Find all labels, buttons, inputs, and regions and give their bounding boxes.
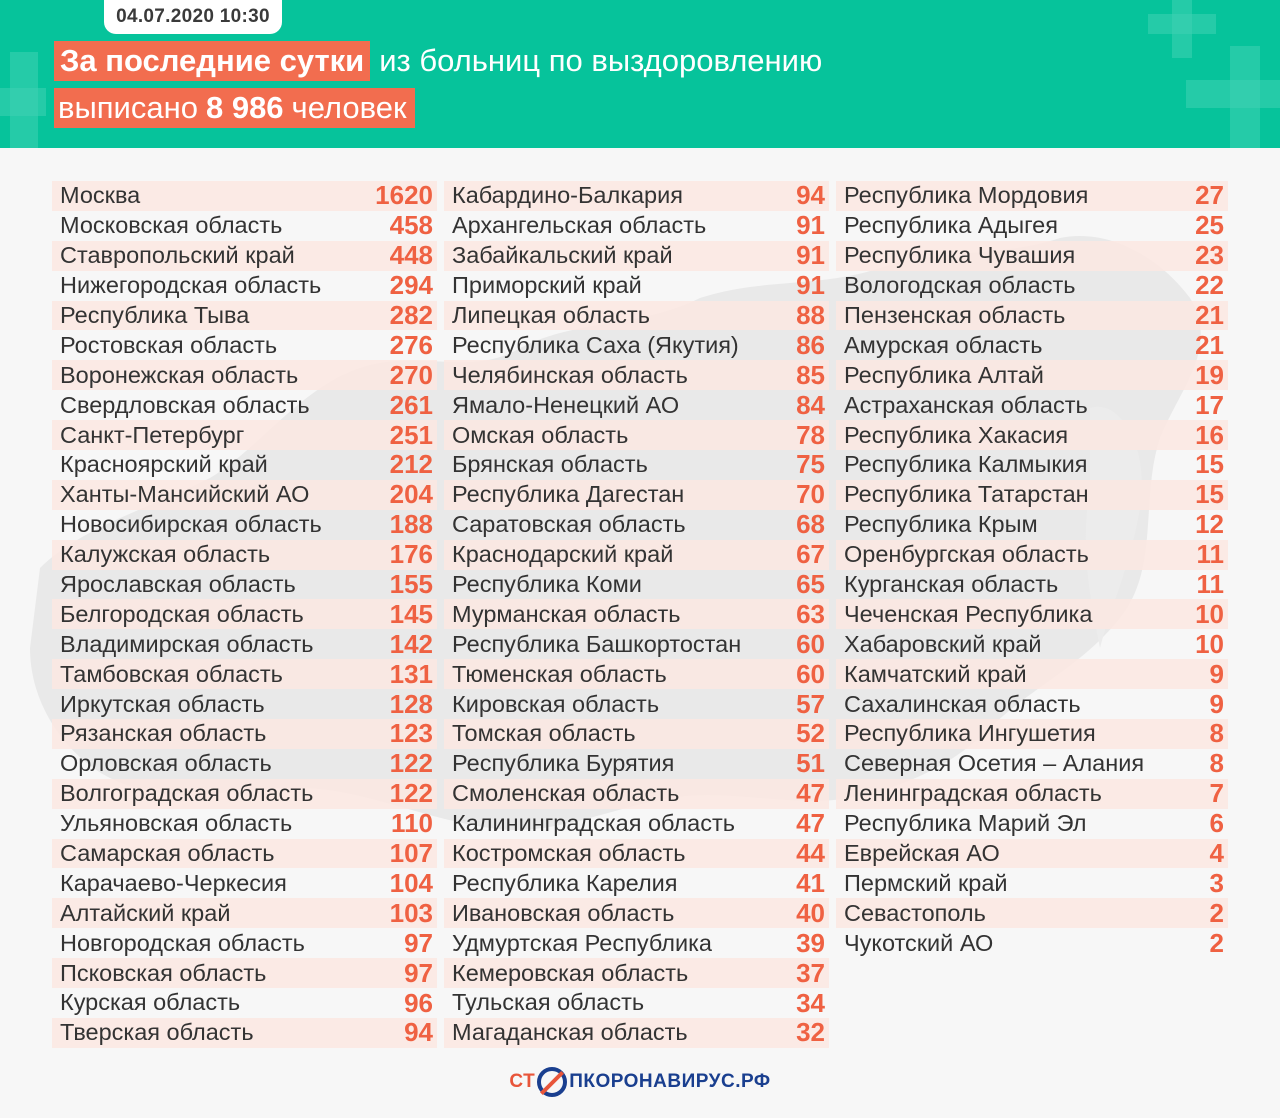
- table-row: [444, 570, 829, 600]
- region-value: 270: [389, 359, 433, 390]
- region-value: 17: [1195, 389, 1224, 420]
- region-value: 8: [1209, 718, 1224, 749]
- region-value: 145: [389, 598, 433, 629]
- region-value: 39: [796, 927, 825, 958]
- table-row: [52, 958, 437, 988]
- table-row: [52, 480, 437, 510]
- table-row: [52, 629, 437, 659]
- region-value: 88: [796, 300, 825, 331]
- region-column-3: [836, 181, 1228, 958]
- table-row: [444, 271, 829, 301]
- region-name: Курганская область: [844, 571, 1059, 598]
- region-name: Республика Мордовия: [844, 182, 1089, 209]
- title-highlight: За последние сутки: [54, 41, 370, 81]
- region-name: Псковская область: [60, 959, 267, 986]
- region-name: Пермский край: [844, 869, 1008, 896]
- table-row: [52, 839, 437, 869]
- region-name: Вологодская область: [844, 272, 1076, 299]
- region-name: Ханты-Мансийский АО: [60, 481, 310, 508]
- region-value: 212: [389, 449, 433, 480]
- region-value: 97: [404, 957, 433, 988]
- region-name: Хабаровский край: [844, 630, 1042, 657]
- title-line-2: [54, 88, 415, 128]
- region-value: 4: [1209, 838, 1224, 869]
- region-value: 57: [796, 688, 825, 719]
- region-value: 122: [389, 748, 433, 779]
- region-value: 176: [389, 539, 433, 570]
- region-value: 10: [1195, 598, 1224, 629]
- table-row: [836, 898, 1228, 928]
- region-value: 131: [389, 658, 433, 689]
- table-row: [52, 360, 437, 390]
- region-value: 276: [389, 329, 433, 360]
- region-name: Северная Осетия – Алания: [844, 750, 1145, 777]
- region-name: Астраханская область: [844, 391, 1088, 418]
- region-value: 84: [796, 389, 825, 420]
- table-row: [836, 211, 1228, 241]
- region-value: 97: [404, 927, 433, 958]
- region-name: Санкт-Петербург: [60, 421, 245, 448]
- region-name: Ставропольский край: [60, 242, 295, 269]
- table-row: [52, 1018, 437, 1048]
- table-row: [836, 480, 1228, 510]
- table-row: [836, 330, 1228, 360]
- region-value: 44: [796, 838, 825, 869]
- footer-logo: [0, 1064, 1280, 1100]
- table-row: [836, 420, 1228, 450]
- region-name: Липецкая область: [452, 302, 650, 328]
- table-row: [836, 599, 1228, 629]
- table-row: [444, 809, 829, 839]
- table-row: [444, 241, 829, 271]
- region-name: Красноярский край: [60, 451, 268, 478]
- region-value: 37: [796, 957, 825, 988]
- region-name: Краснодарский край: [452, 541, 674, 568]
- table-row: [52, 570, 437, 600]
- region-value: 458: [389, 210, 433, 241]
- table-row: [444, 779, 829, 809]
- table-row: [444, 181, 829, 211]
- region-name: Республика Башкортостан: [452, 630, 742, 657]
- region-name: Тульская область: [452, 989, 645, 1016]
- region-name: Республика Саха (Якутия): [452, 331, 739, 358]
- region-name: Брянская область: [452, 451, 648, 478]
- table-row: [444, 540, 829, 570]
- table-row: [52, 241, 437, 271]
- table-row: [52, 599, 437, 629]
- region-value: 6: [1209, 808, 1224, 839]
- table-row: [836, 271, 1228, 301]
- region-name: Республика Дагестан: [452, 481, 685, 508]
- table-row: [444, 749, 829, 779]
- region-name: Республика Чувашия: [844, 242, 1076, 269]
- region-value: 2: [1209, 927, 1224, 958]
- table-row: [836, 450, 1228, 480]
- table-row: [52, 809, 437, 839]
- table-row: [52, 301, 437, 331]
- table-row: [444, 450, 829, 480]
- region-value: 32: [796, 1017, 825, 1048]
- region-name: Орловская область: [60, 750, 272, 777]
- region-name: Томская область: [452, 720, 636, 747]
- region-value: 110: [391, 808, 433, 839]
- table-row: [836, 540, 1228, 570]
- region-name: Республика Марий Эл: [844, 810, 1087, 837]
- table-row: [52, 928, 437, 958]
- region-column-2: [444, 181, 829, 1048]
- region-value: 68: [796, 509, 825, 540]
- table-row: [444, 839, 829, 869]
- region-name: Севастополь: [844, 899, 986, 926]
- table-row: [836, 360, 1228, 390]
- region-name: Костромская область: [452, 840, 686, 867]
- region-value: 25: [1195, 210, 1224, 241]
- table-row: [836, 928, 1228, 958]
- table-row: [52, 988, 437, 1018]
- region-value: 40: [796, 897, 825, 928]
- region-name: Самарская область: [60, 840, 275, 867]
- table-row: [52, 420, 437, 450]
- region-value: 94: [796, 180, 825, 211]
- region-value: 122: [389, 778, 433, 809]
- region-value: 123: [389, 718, 433, 749]
- region-name: Московская область: [60, 212, 283, 239]
- table-row: [836, 839, 1228, 869]
- region-name: Алтайский край: [60, 899, 231, 926]
- date-badge: 04.07.2020 10:30: [104, 0, 282, 34]
- table-row: [444, 659, 829, 689]
- region-name: Кабардино-Балкария: [452, 182, 683, 209]
- table-row: [52, 330, 437, 360]
- subtitle-suffix: человек: [291, 90, 407, 125]
- region-name: Республика Тыва: [60, 302, 250, 328]
- region-name: Камчатский край: [844, 660, 1027, 687]
- region-value: 9: [1209, 688, 1224, 719]
- region-value: 21: [1195, 329, 1224, 360]
- region-value: 22: [1195, 270, 1224, 301]
- region-value: 2: [1209, 897, 1224, 928]
- region-value: 8: [1209, 748, 1224, 779]
- table-row: [836, 241, 1228, 271]
- table-row: [444, 420, 829, 450]
- logo-left-text: СТ: [509, 1071, 536, 1092]
- plus-decoration-icon: [1230, 46, 1260, 148]
- region-name: Республика Татарстан: [844, 481, 1089, 508]
- region-name: Иркутская область: [60, 690, 265, 717]
- table-row: [444, 988, 829, 1018]
- region-value: 3: [1209, 867, 1224, 898]
- table-row: [836, 779, 1228, 809]
- region-value: 261: [389, 389, 433, 420]
- table-row: [52, 659, 437, 689]
- table-row: [444, 510, 829, 540]
- table-row: [444, 868, 829, 898]
- region-value: 52: [796, 718, 825, 749]
- region-name: Владимирская область: [60, 630, 314, 657]
- table-row: [444, 480, 829, 510]
- region-value: 11: [1196, 569, 1224, 600]
- region-name: Ростовская область: [60, 331, 278, 358]
- region-name: Нижегородская область: [60, 272, 322, 299]
- table-row: [444, 928, 829, 958]
- table-row: [444, 1018, 829, 1048]
- table-row: [52, 271, 437, 301]
- region-value: 282: [389, 300, 433, 331]
- region-value: 204: [389, 479, 433, 510]
- region-value: 75: [796, 449, 825, 480]
- table-row: [836, 181, 1228, 211]
- table-row: [52, 898, 437, 928]
- table-row: [444, 599, 829, 629]
- region-value: 15: [1195, 449, 1224, 480]
- region-name: Ульяновская область: [60, 810, 293, 837]
- region-name: Чукотский АО: [844, 929, 994, 956]
- table-row: [836, 510, 1228, 540]
- region-name: Республика Крым: [844, 511, 1038, 538]
- region-name: Курская область: [60, 989, 241, 1016]
- region-value: 251: [389, 419, 433, 450]
- table-row: [52, 689, 437, 719]
- table-row: [836, 749, 1228, 779]
- region-name: Челябинская область: [452, 361, 688, 388]
- table-row: [52, 450, 437, 480]
- region-value: 16: [1195, 419, 1224, 450]
- region-name: Новгородская область: [60, 929, 305, 956]
- region-name: Оренбургская область: [844, 541, 1089, 568]
- table-row: [52, 749, 437, 779]
- table-row: [52, 510, 437, 540]
- region-name: Пензенская область: [844, 302, 1066, 328]
- region-value: 19: [1195, 359, 1224, 390]
- region-value: 91: [796, 270, 825, 301]
- region-name: Амурская область: [844, 331, 1043, 358]
- region-name: Республика Карелия: [452, 869, 678, 896]
- table-row: [444, 958, 829, 988]
- table-row: [52, 868, 437, 898]
- region-value: 85: [796, 359, 825, 390]
- region-name: Магаданская область: [452, 1019, 688, 1046]
- table-row: [52, 779, 437, 809]
- region-name: Республика Бурятия: [452, 750, 675, 777]
- table-row: [444, 211, 829, 241]
- table-row: [836, 719, 1228, 749]
- region-value: 103: [389, 897, 433, 928]
- region-value: 7: [1209, 778, 1224, 809]
- table-row: [52, 211, 437, 241]
- region-name: Республика Коми: [452, 571, 642, 598]
- region-value: 142: [389, 628, 433, 659]
- region-name: Саратовская область: [452, 511, 686, 538]
- region-value: 294: [389, 270, 433, 301]
- region-value: 86: [796, 329, 825, 360]
- table-row: [444, 330, 829, 360]
- region-value: 47: [796, 778, 825, 809]
- subtitle-highlight: [54, 88, 415, 128]
- table-row: [444, 390, 829, 420]
- region-value: 107: [389, 838, 433, 869]
- table-row: [444, 629, 829, 659]
- region-name: Республика Ингушетия: [844, 720, 1096, 747]
- region-name: Кемеровская область: [452, 959, 689, 986]
- table-row: [444, 689, 829, 719]
- region-name: Омская область: [452, 421, 629, 448]
- table-row: [444, 360, 829, 390]
- region-name: Приморский край: [452, 272, 642, 299]
- table-row: [444, 301, 829, 331]
- region-value: 67: [796, 539, 825, 570]
- region-value: 41: [796, 867, 825, 898]
- table-row: [52, 540, 437, 570]
- table-row: [836, 629, 1228, 659]
- region-name: Новосибирская область: [60, 511, 322, 538]
- region-value: 47: [796, 808, 825, 839]
- region-name: Тамбовская область: [60, 660, 283, 687]
- region-name: Кировская область: [452, 690, 660, 717]
- region-column-1: [52, 181, 437, 1048]
- region-value: 70: [796, 479, 825, 510]
- region-name: Удмуртская Республика: [452, 929, 712, 956]
- region-value: 15: [1195, 479, 1224, 510]
- region-name: Сахалинская область: [844, 690, 1081, 717]
- region-value: 94: [404, 1017, 433, 1048]
- virus-stop-icon: [537, 1067, 567, 1097]
- region-name: Чеченская Республика: [844, 600, 1093, 627]
- region-value: 448: [389, 240, 433, 271]
- region-name: Ямало-Ненецкий АО: [452, 391, 680, 418]
- region-name: Смоленская область: [452, 780, 680, 807]
- region-value: 23: [1195, 240, 1224, 271]
- region-name: Воронежская область: [60, 361, 299, 388]
- region-name: Волгоградская область: [60, 780, 314, 807]
- region-value: 63: [796, 598, 825, 629]
- region-name: Мурманская область: [452, 600, 681, 627]
- region-name: Калужская область: [60, 541, 271, 568]
- region-value: 78: [796, 419, 825, 450]
- region-value: 155: [389, 569, 433, 600]
- region-name: Республика Алтай: [844, 361, 1044, 388]
- region-value: 96: [404, 987, 433, 1018]
- table-row: [52, 719, 437, 749]
- table-row: [836, 659, 1228, 689]
- plus-decoration-icon: [10, 52, 38, 148]
- region-name: Забайкальский край: [452, 242, 673, 269]
- region-name: Свердловская область: [60, 391, 310, 418]
- region-name: Республика Хакасия: [844, 421, 1069, 448]
- region-name: Белгородская область: [60, 600, 304, 627]
- title-line-1: [54, 41, 822, 81]
- region-name: Тверская область: [60, 1019, 254, 1046]
- region-value: 91: [796, 210, 825, 241]
- region-value: 12: [1195, 509, 1224, 540]
- table-row: [444, 719, 829, 749]
- region-value: 128: [389, 688, 433, 719]
- region-value: 11: [1196, 539, 1224, 570]
- region-name: Москва: [60, 182, 141, 209]
- region-name: Тюменская область: [452, 660, 667, 687]
- region-value: 91: [796, 240, 825, 271]
- table-row: [52, 390, 437, 420]
- region-value: 10: [1195, 628, 1224, 659]
- region-value: 1620: [375, 180, 433, 211]
- region-value: 104: [389, 867, 433, 898]
- table-row: [836, 570, 1228, 600]
- region-value: 60: [796, 658, 825, 689]
- region-value: 188: [389, 509, 433, 540]
- plus-decoration-icon: [1172, 0, 1192, 58]
- table-row: [836, 689, 1228, 719]
- header-banner: [0, 0, 1280, 148]
- region-name: Еврейская АО: [844, 840, 1000, 867]
- region-name: Карачаево-Черкесия: [60, 869, 287, 896]
- logo-right-text: ПКОРОНАВИРУС.РФ: [569, 1071, 771, 1092]
- region-value: 9: [1209, 658, 1224, 689]
- region-name: Архангельская область: [452, 212, 707, 239]
- table-row: [444, 898, 829, 928]
- region-name: Ленинградская область: [844, 780, 1102, 807]
- subtitle-prefix: выписано: [58, 90, 198, 125]
- region-value: 60: [796, 628, 825, 659]
- region-name: Республика Калмыкия: [844, 451, 1088, 478]
- region-name: Республика Адыгея: [844, 212, 1058, 239]
- region-value: 65: [796, 569, 825, 600]
- region-name: Калининградская область: [452, 810, 735, 837]
- table-row: [836, 301, 1228, 331]
- region-value: 27: [1195, 180, 1224, 211]
- region-value: 34: [796, 987, 825, 1018]
- table-row: [836, 868, 1228, 898]
- title-rest: из больниц по выздоровлению: [379, 43, 823, 78]
- region-value: 21: [1195, 300, 1224, 331]
- region-value: 51: [796, 748, 825, 779]
- region-name: Ярославская область: [60, 571, 296, 598]
- table-row: [836, 809, 1228, 839]
- region-name: Ивановская область: [452, 899, 675, 926]
- table-row: [52, 181, 437, 211]
- table-row: [836, 390, 1228, 420]
- region-name: Рязанская область: [60, 720, 267, 747]
- subtitle-number: 8 986: [205, 90, 284, 125]
